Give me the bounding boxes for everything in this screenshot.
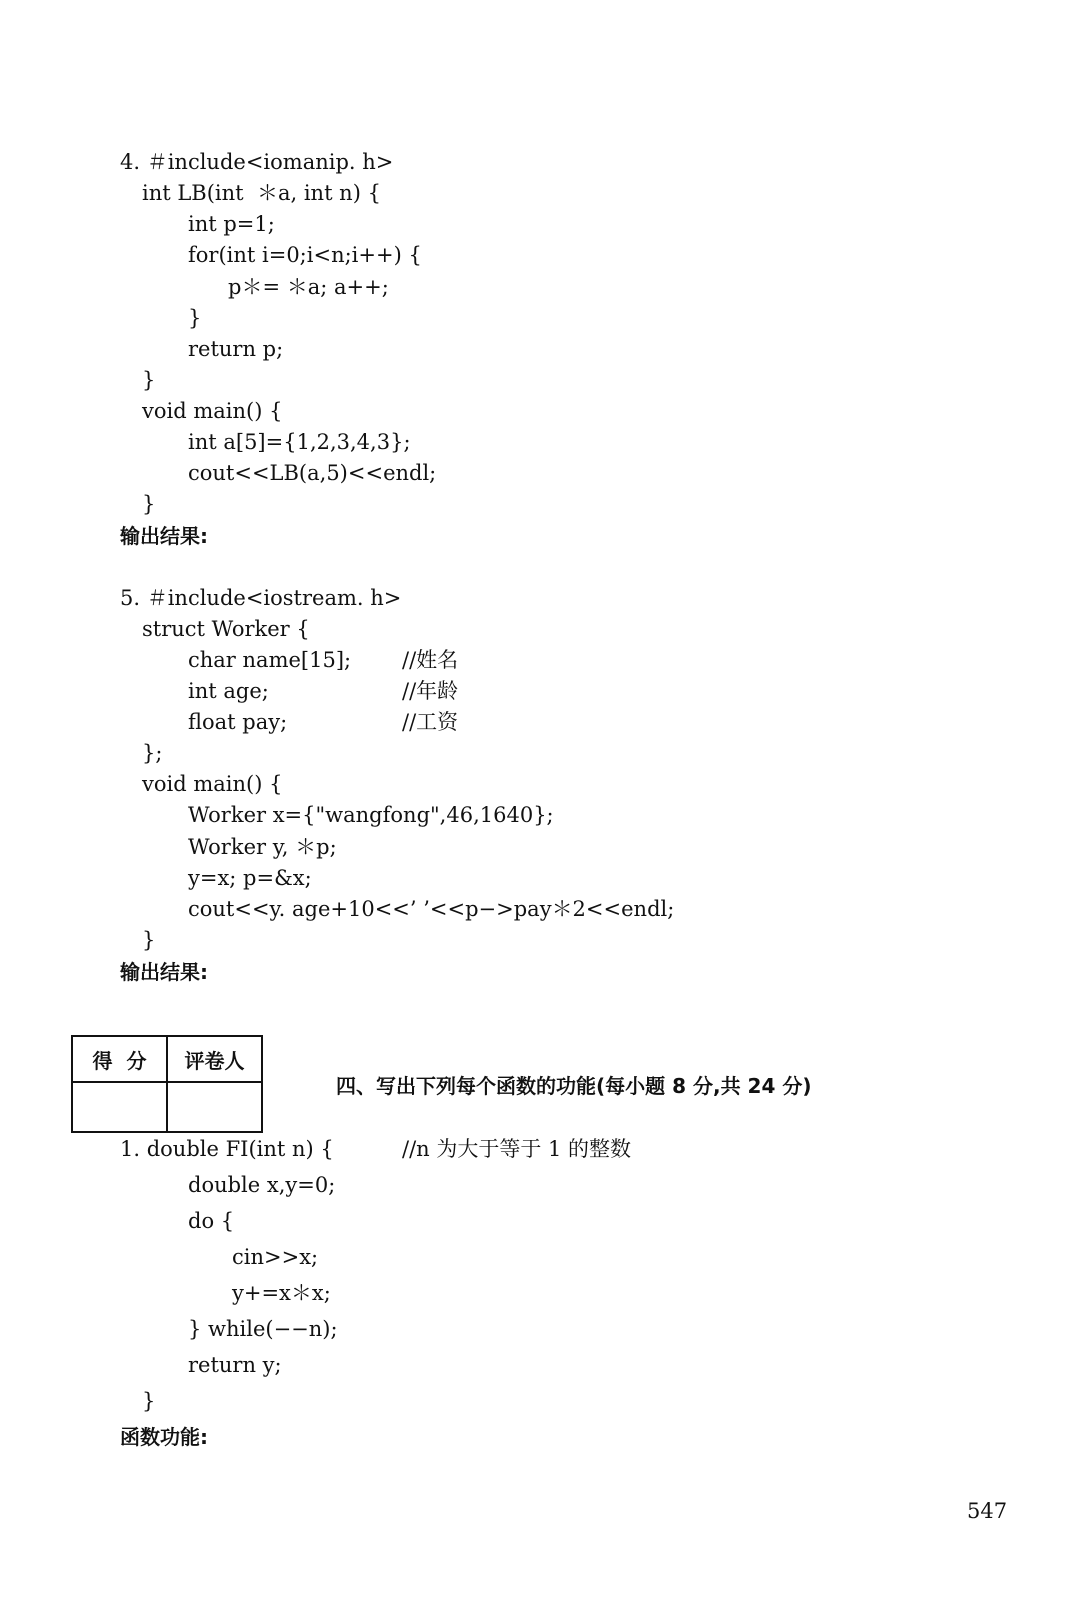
code-line: } (142, 928, 156, 952)
code-line: for(int i=0;i<n;i++) { (188, 243, 422, 267)
code-line: Worker y, ＊p; (188, 835, 337, 859)
code-comment: //n 为大于等于 1 的整数 (402, 1137, 632, 1161)
code-line: float pay; (188, 710, 288, 734)
code-line: cin>>x; (232, 1245, 319, 1269)
code-line: Worker x={"wangfong",46,1640}; (188, 803, 554, 827)
page-number: 547 (967, 1499, 1008, 1523)
score-table (71, 1035, 263, 1133)
grader-field[interactable] (167, 1082, 262, 1132)
code-line: return y; (188, 1353, 282, 1377)
code-line: void main() { (142, 772, 283, 796)
code-line: struct Worker { (142, 617, 310, 641)
score-label: 得 分 (72, 1036, 167, 1082)
code-line: y+=x＊x; (232, 1281, 331, 1305)
code-line: int p=1; (188, 212, 275, 236)
code-line: int age; (188, 679, 269, 703)
q4-header: 4. ＃include<iomanip. h> (120, 150, 394, 174)
section-title: 四、写出下列每个函数的功能(每小题 8 分,共 24 分) (336, 1074, 812, 1098)
grader-label: 评卷人 (167, 1036, 262, 1082)
code-line: int LB(int ＊a, int n) { (142, 181, 381, 205)
code-comment: //年龄 (402, 679, 459, 703)
score-field[interactable] (72, 1082, 167, 1132)
code-line: } while(−−n); (188, 1317, 338, 1341)
code-line: do { (188, 1209, 235, 1233)
code-line: } (142, 1389, 156, 1413)
f1-header: 1. double FI(int n) { (120, 1137, 334, 1161)
code-line: } (142, 368, 156, 392)
code-line: char name[15]; (188, 648, 352, 672)
code-line: void main() { (142, 399, 283, 423)
q5-header: 5. ＃include<iostream. h> (120, 586, 402, 610)
code-line: return p; (188, 337, 284, 361)
code-line: int a[5]={1,2,3,4,3}; (188, 430, 411, 454)
function-label: 函数功能: (120, 1425, 208, 1449)
code-line: cout<<y. age+10<<’ ’<<p−>pay＊2<<endl; (188, 897, 675, 921)
code-line: p＊= ＊a; a++; (228, 275, 389, 299)
code-line: double x,y=0; (188, 1173, 336, 1197)
code-comment: //工资 (402, 710, 459, 734)
code-line: }; (142, 741, 163, 765)
output-label: 输出结果: (120, 960, 208, 984)
code-line: cout<<LB(a,5)<<endl; (188, 461, 437, 485)
output-label: 输出结果: (120, 524, 208, 548)
code-line: } (142, 492, 156, 516)
code-line: } (188, 306, 202, 330)
code-line: y=x; p=&x; (188, 866, 312, 890)
code-comment: //姓名 (402, 648, 459, 672)
